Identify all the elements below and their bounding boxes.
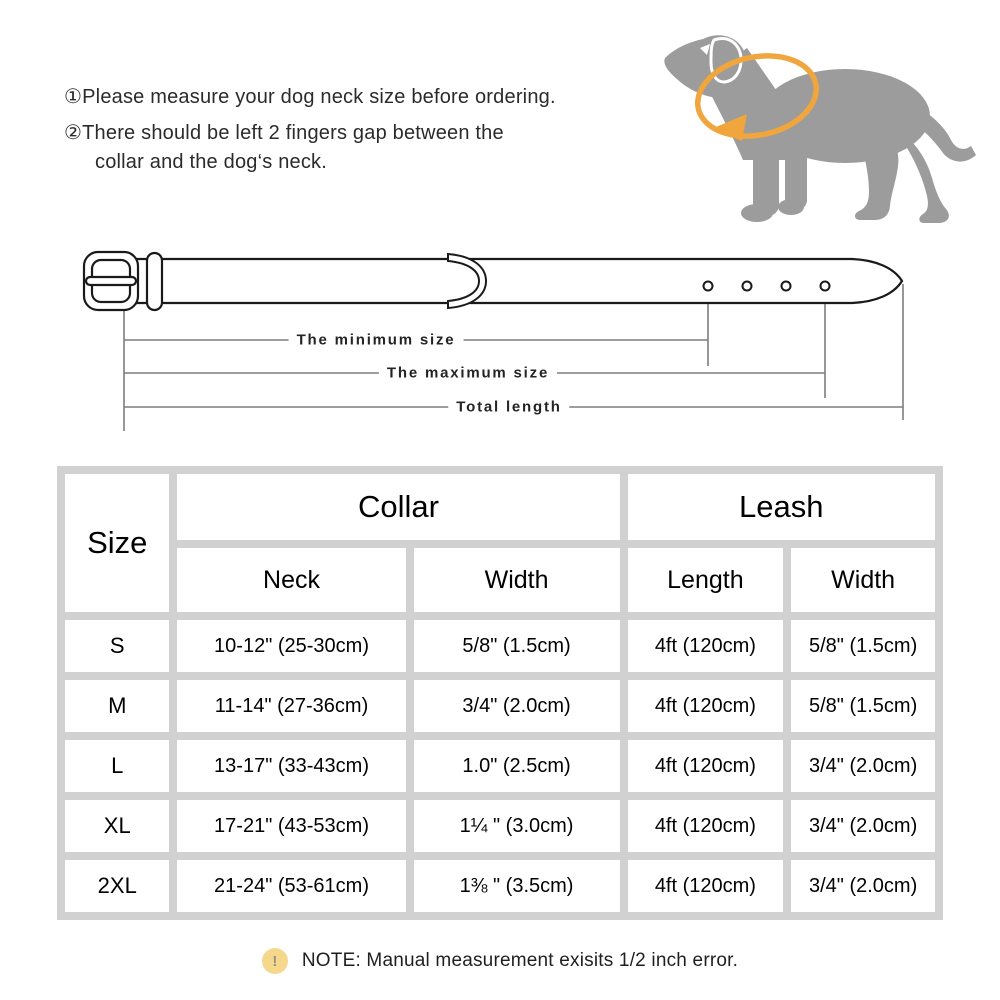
cell-collar-width: 1¼ " (3.0cm) (414, 800, 620, 852)
cell-collar-width: 5/8" (1.5cm) (414, 620, 620, 672)
cell-leash-length: 4ft (120cm) (628, 860, 784, 912)
cell-neck: 10-12" (25-30cm) (177, 620, 405, 672)
header-leash-length: Length (628, 548, 784, 612)
cell-size: L (65, 740, 169, 792)
label-maximum-size: The maximum size (379, 365, 557, 382)
instruction-line-3: collar and the dog‘s neck. (95, 151, 328, 173)
label-minimum-size: The minimum size (289, 332, 464, 349)
table-row-m (65, 680, 935, 732)
cell-leash-length: 4ft (120cm) (628, 740, 784, 792)
header-size: Size (65, 474, 169, 612)
header-leash-width: Width (791, 548, 935, 612)
table-row-2xl (65, 860, 935, 912)
header-collar-width: Width (414, 548, 620, 612)
cell-leash-length: 4ft (120cm) (628, 800, 784, 852)
header-collar: Collar (177, 474, 619, 540)
cell-size: S (65, 620, 169, 672)
table-row-s (65, 620, 935, 672)
cell-size: XL (65, 800, 169, 852)
exclamation-icon: ! (262, 948, 288, 974)
collar-keeper (147, 253, 162, 310)
note (0, 944, 1000, 978)
note-text: NOTE: Manual measurement exisits 1/2 inch error. (301, 950, 739, 971)
cell-leash-width: 5/8" (1.5cm) (791, 680, 935, 732)
cell-collar-width: 1.0" (2.5cm) (414, 740, 620, 792)
header-leash: Leash (628, 474, 935, 540)
collar-strap (84, 252, 902, 310)
size-table (57, 466, 943, 920)
header-neck: Neck (177, 548, 405, 612)
cell-size: 2XL (65, 860, 169, 912)
cell-leash-width: 3/4" (2.0cm) (791, 800, 935, 852)
instruction-line-1: ①Please measure your dog neck size before ordering. (64, 86, 556, 108)
cell-leash-width: 3/4" (2.0cm) (791, 740, 935, 792)
table-row-xl (65, 800, 935, 852)
cell-collar-width: 1⅜ " (3.5cm) (414, 860, 620, 912)
label-total-length: Total length (448, 399, 569, 416)
cell-neck: 17-21" (43-53cm) (177, 800, 405, 852)
cell-neck: 13-17" (33-43cm) (177, 740, 405, 792)
cell-size: M (65, 680, 169, 732)
cell-leash-width: 5/8" (1.5cm) (791, 620, 935, 672)
instruction-line-2: ②There should be left 2 fingers gap between the (64, 122, 504, 144)
cell-leash-length: 4ft (120cm) (628, 680, 784, 732)
dog-silhouette-illustration (645, 12, 985, 237)
cell-collar-width: 3/4" (2.0cm) (414, 680, 620, 732)
cell-leash-width: 3/4" (2.0cm) (791, 860, 935, 912)
buckle-prong (86, 277, 136, 285)
cell-neck: 21-24" (53-61cm) (177, 860, 405, 912)
table-row-l (65, 740, 935, 792)
cell-neck: 11-14" (27-36cm) (177, 680, 405, 732)
cell-leash-length: 4ft (120cm) (628, 620, 784, 672)
